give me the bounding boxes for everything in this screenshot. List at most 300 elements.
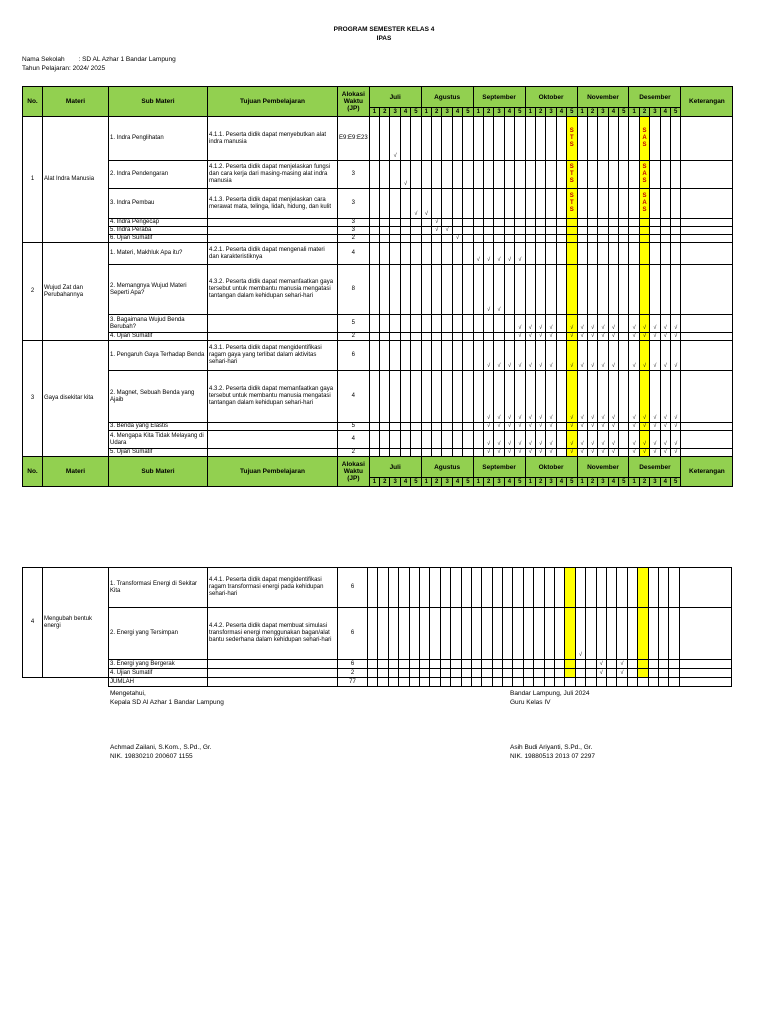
week-cell xyxy=(515,161,525,189)
check-mark: √ xyxy=(515,341,525,371)
col-week: 5 xyxy=(567,108,577,117)
week-cell xyxy=(471,669,481,678)
group-materi: Mengubah bentuk energi xyxy=(43,568,109,678)
week-cell xyxy=(471,608,481,660)
week-cell xyxy=(430,608,440,660)
week-cell xyxy=(430,568,440,608)
check-mark: √ xyxy=(660,449,670,457)
week-cell xyxy=(463,341,473,371)
week-cell xyxy=(544,568,554,608)
week-cell xyxy=(544,678,554,687)
week-cell xyxy=(619,117,629,161)
table-row xyxy=(23,669,732,678)
week-cell xyxy=(503,568,513,608)
week-cell xyxy=(577,265,587,315)
week-cell xyxy=(369,161,379,189)
week-cell xyxy=(639,219,649,227)
week-cell xyxy=(378,568,388,608)
week-cell xyxy=(400,315,410,333)
week-cell xyxy=(463,189,473,219)
col-week: 1 xyxy=(369,108,379,117)
week-cell xyxy=(390,423,400,431)
week-cell xyxy=(432,189,442,219)
check-mark: √ xyxy=(577,371,587,423)
sign-right-line2: Guru Kelas IV xyxy=(510,699,551,706)
week-cell xyxy=(504,315,514,333)
week-cell xyxy=(660,227,670,235)
table-row xyxy=(23,315,733,333)
check-mark: √ xyxy=(587,431,597,449)
week-cell xyxy=(587,219,597,227)
week-cell xyxy=(544,608,554,660)
table-row xyxy=(23,423,733,431)
week-cell xyxy=(546,243,556,265)
check-mark: √ xyxy=(494,341,504,371)
week-cell xyxy=(440,678,450,687)
week-cell xyxy=(432,117,442,161)
week-cell xyxy=(421,235,431,243)
week-cell xyxy=(525,117,535,161)
check-mark: √ xyxy=(575,608,585,660)
check-mark: √ xyxy=(525,423,535,431)
week-cell xyxy=(492,678,502,687)
sub-materi: 4. Indra Pengecap xyxy=(109,219,208,227)
week-cell xyxy=(619,189,629,219)
week-cell xyxy=(648,669,658,678)
col-week: 3 xyxy=(598,108,608,117)
check-mark: √ xyxy=(535,449,545,457)
col-keterangan: Keterangan xyxy=(681,87,733,117)
alokasi-jp: 4 xyxy=(338,243,370,265)
page-subject: IPAS xyxy=(376,35,392,42)
week-cell xyxy=(411,341,421,371)
table-row xyxy=(23,333,733,341)
col-week: 2 xyxy=(535,108,545,117)
week-cell xyxy=(430,660,440,669)
week-cell xyxy=(399,669,409,678)
week-cell xyxy=(388,608,398,660)
check-mark: √ xyxy=(546,333,556,341)
check-mark: √ xyxy=(660,315,670,333)
check-mark: √ xyxy=(598,449,608,457)
week-cell xyxy=(473,219,483,227)
week-cell xyxy=(639,235,649,243)
group-materi: Alat Indra Manusia xyxy=(43,117,109,243)
footer-col-week: 4 xyxy=(660,478,670,487)
check-mark: √ xyxy=(515,431,525,449)
check-mark: √ xyxy=(650,371,660,423)
check-mark: √ xyxy=(629,449,639,457)
footer-col-month: Desember xyxy=(629,457,681,478)
week-cell xyxy=(619,161,629,189)
col-week: 4 xyxy=(400,108,410,117)
check-mark: √ xyxy=(577,333,587,341)
week-cell xyxy=(556,341,566,371)
col-week: 2 xyxy=(380,108,390,117)
week-cell xyxy=(619,227,629,235)
week-cell xyxy=(461,660,471,669)
check-mark: √ xyxy=(598,315,608,333)
week-cell xyxy=(421,227,431,235)
week-cell xyxy=(483,235,493,243)
total-spacer xyxy=(43,678,109,687)
check-mark: √ xyxy=(432,219,442,227)
alokasi-jp: 2 xyxy=(338,449,370,457)
footer-col-week: 5 xyxy=(411,478,421,487)
week-cell xyxy=(617,568,627,608)
week-cell xyxy=(586,669,596,678)
col-month: Oktober xyxy=(525,87,577,108)
week-cell xyxy=(432,423,442,431)
week-cell xyxy=(442,235,452,243)
week-cell xyxy=(440,608,450,660)
week-cell xyxy=(669,678,679,687)
check-mark: √ xyxy=(483,341,493,371)
week-cell xyxy=(658,669,668,678)
week-cell xyxy=(380,315,390,333)
alokasi-jp: 4 xyxy=(338,371,370,423)
week-cell xyxy=(504,189,514,219)
col-month: Desember xyxy=(629,87,681,108)
week-cell xyxy=(638,669,648,678)
week-cell xyxy=(619,449,629,457)
week-cell xyxy=(503,678,513,687)
table-row xyxy=(23,449,733,457)
total-value: 77 xyxy=(338,678,368,687)
week-cell xyxy=(671,235,681,243)
week-cell xyxy=(525,161,535,189)
week-cell xyxy=(525,265,535,315)
week-cell xyxy=(368,660,378,669)
col-week: 1 xyxy=(421,108,431,117)
week-cell xyxy=(421,117,431,161)
week-cell xyxy=(567,243,577,265)
week-cell xyxy=(432,449,442,457)
sub-materi: 2. Energi yang Tersimpan xyxy=(109,608,208,660)
week-cell xyxy=(432,333,442,341)
week-cell xyxy=(525,243,535,265)
footer-col-materi: Materi xyxy=(43,457,109,487)
week-cell xyxy=(535,219,545,227)
footer-col-keterangan: Keterangan xyxy=(681,457,733,487)
check-mark: √ xyxy=(494,423,504,431)
week-cell xyxy=(473,315,483,333)
check-mark: √ xyxy=(525,315,535,333)
week-cell xyxy=(596,568,606,608)
check-mark: √ xyxy=(567,315,577,333)
sub-materi: 4. Mengapa Kita Tidak Melayang di Udara xyxy=(109,431,208,449)
check-mark: √ xyxy=(504,431,514,449)
check-mark: √ xyxy=(546,341,556,371)
table-row xyxy=(23,265,733,315)
week-cell xyxy=(669,568,679,608)
keterangan-cell xyxy=(681,265,733,315)
week-cell xyxy=(606,660,616,669)
week-cell xyxy=(388,660,398,669)
table-row xyxy=(23,161,733,189)
tujuan-pembelajaran xyxy=(208,315,338,333)
week-cell xyxy=(650,117,660,161)
week-cell xyxy=(409,660,419,669)
check-mark: √ xyxy=(515,449,525,457)
week-cell xyxy=(451,678,461,687)
col-week: 1 xyxy=(525,108,535,117)
keterangan-cell xyxy=(681,333,733,341)
week-cell xyxy=(534,669,544,678)
week-cell xyxy=(390,449,400,457)
week-cell xyxy=(587,161,597,189)
check-mark: √ xyxy=(567,341,577,371)
week-cell xyxy=(400,449,410,457)
footer-col-week: 2 xyxy=(380,478,390,487)
week-cell xyxy=(669,608,679,660)
col-no: No. xyxy=(23,87,43,117)
table-row xyxy=(23,227,733,235)
week-cell xyxy=(534,568,544,608)
footer-col-tujuan: Tujuan Pembelajaran xyxy=(208,457,338,487)
check-mark: √ xyxy=(598,371,608,423)
week-cell xyxy=(421,371,431,423)
week-cell xyxy=(650,189,660,219)
check-mark: √ xyxy=(660,333,670,341)
week-cell xyxy=(619,423,629,431)
week-cell xyxy=(442,371,452,423)
alokasi-jp: 3 xyxy=(338,161,370,189)
week-cell xyxy=(627,568,637,608)
week-cell xyxy=(503,660,513,669)
week-cell xyxy=(390,333,400,341)
col-week: 3 xyxy=(546,108,556,117)
week-cell xyxy=(369,431,379,449)
check-mark: √ xyxy=(617,660,627,669)
week-cell xyxy=(660,243,670,265)
week-cell xyxy=(575,660,585,669)
footer-col-week: 3 xyxy=(390,478,400,487)
week-cell xyxy=(452,117,462,161)
total-label: JUMLAH xyxy=(109,678,208,687)
table-row xyxy=(23,219,733,227)
table-row xyxy=(23,341,733,371)
tujuan-pembelajaran: 4.2.1. Peserta didik dapat mengenali materi dan karakteristiknya xyxy=(208,243,338,265)
footer-col-week: 1 xyxy=(421,478,431,487)
keterangan-cell xyxy=(679,678,731,687)
col-materi: Materi xyxy=(43,87,109,117)
week-cell xyxy=(492,608,502,660)
week-cell xyxy=(577,117,587,161)
footer-col-week: 3 xyxy=(494,478,504,487)
alokasi-jp: 6 xyxy=(338,341,370,371)
check-mark: √ xyxy=(525,371,535,423)
check-mark: √ xyxy=(598,431,608,449)
week-cell xyxy=(606,568,616,608)
week-cell xyxy=(650,227,660,235)
week-cell xyxy=(463,315,473,333)
week-cell xyxy=(650,243,660,265)
week-cell xyxy=(627,608,637,660)
total-spacer xyxy=(23,678,43,687)
week-cell xyxy=(627,678,637,687)
keterangan-cell xyxy=(681,117,733,161)
week-cell xyxy=(546,227,556,235)
keterangan-cell xyxy=(679,568,731,608)
week-cell xyxy=(368,669,378,678)
week-cell xyxy=(452,219,462,227)
week-cell xyxy=(463,423,473,431)
week-cell xyxy=(411,265,421,315)
check-mark: √ xyxy=(515,333,525,341)
check-mark: √ xyxy=(546,431,556,449)
tujuan-pembelajaran xyxy=(208,333,338,341)
week-cell xyxy=(492,568,502,608)
alokasi-jp: E9:E9:E23 xyxy=(338,117,370,161)
check-mark: √ xyxy=(629,333,639,341)
keterangan-cell xyxy=(681,243,733,265)
week-cell xyxy=(421,341,431,371)
footer-col-week: 2 xyxy=(535,478,545,487)
week-cell xyxy=(368,608,378,660)
week-cell xyxy=(399,608,409,660)
week-cell xyxy=(629,227,639,235)
week-cell xyxy=(565,669,575,678)
week-cell xyxy=(369,371,379,423)
sign-left-line2: Kepala SD Al Azhar 1 Bandar Lampung xyxy=(110,699,224,706)
week-cell xyxy=(390,243,400,265)
footer-col-week: 5 xyxy=(463,478,473,487)
keterangan-cell xyxy=(681,235,733,243)
week-cell xyxy=(577,161,587,189)
week-cell xyxy=(400,423,410,431)
week-cell xyxy=(513,608,523,660)
week-cell xyxy=(463,333,473,341)
week-cell xyxy=(411,423,421,431)
check-mark: √ xyxy=(535,371,545,423)
week-cell xyxy=(369,341,379,371)
week-cell xyxy=(471,568,481,608)
week-cell xyxy=(619,219,629,227)
week-cell xyxy=(575,669,585,678)
check-mark: √ xyxy=(671,371,681,423)
week-cell xyxy=(556,243,566,265)
footer-col-week: 4 xyxy=(400,478,410,487)
week-cell xyxy=(546,117,556,161)
week-cell xyxy=(556,219,566,227)
week-cell xyxy=(515,235,525,243)
week-cell xyxy=(380,265,390,315)
week-cell xyxy=(638,608,648,660)
week-cell xyxy=(565,608,575,660)
check-mark: √ xyxy=(639,341,649,371)
sign-right-line1: Bandar Lampung, Juli 2024 xyxy=(510,690,590,697)
week-cell xyxy=(494,161,504,189)
week-cell xyxy=(482,608,492,660)
week-cell xyxy=(473,449,483,457)
week-cell xyxy=(515,117,525,161)
check-mark: √ xyxy=(629,341,639,371)
week-cell xyxy=(482,660,492,669)
check-mark: √ xyxy=(515,423,525,431)
alokasi-jp: 6 xyxy=(338,660,368,669)
week-cell xyxy=(451,568,461,608)
week-cell xyxy=(555,568,565,608)
week-cell xyxy=(473,371,483,423)
sub-materi: 3. Benda yang Elastis xyxy=(109,423,208,431)
tujuan-pembelajaran xyxy=(208,431,338,449)
col-sub-materi: Sub Materi xyxy=(109,87,208,117)
week-cell xyxy=(535,189,545,219)
week-cell xyxy=(430,678,440,687)
footer-col-month: September xyxy=(473,457,525,478)
week-cell xyxy=(608,227,618,235)
week-cell xyxy=(473,265,483,315)
week-cell xyxy=(638,568,648,608)
check-mark: √ xyxy=(671,333,681,341)
week-cell xyxy=(378,678,388,687)
check-mark: √ xyxy=(650,315,660,333)
week-cell xyxy=(419,678,429,687)
keterangan-cell xyxy=(681,341,733,371)
check-mark: √ xyxy=(608,449,618,457)
week-cell xyxy=(380,117,390,161)
check-mark: √ xyxy=(608,423,618,431)
week-cell xyxy=(660,161,670,189)
sas-label: S A S xyxy=(639,161,649,189)
tujuan-pembelajaran: 4.1.3. Peserta didik dapat menjelaskan cara merawat mata, telinga, lidah, hidung, dan kulit xyxy=(208,189,338,219)
check-mark: √ xyxy=(608,341,618,371)
week-cell xyxy=(432,315,442,333)
group-number: 3 xyxy=(23,341,43,457)
col-month: Juli xyxy=(369,87,421,108)
week-cell xyxy=(669,660,679,669)
check-mark: √ xyxy=(660,371,670,423)
week-cell xyxy=(556,235,566,243)
week-cell xyxy=(587,243,597,265)
week-cell xyxy=(461,568,471,608)
week-cell xyxy=(400,219,410,227)
week-cell xyxy=(473,117,483,161)
week-cell xyxy=(639,243,649,265)
week-cell xyxy=(556,371,566,423)
alokasi-jp: 2 xyxy=(338,333,370,341)
check-mark: √ xyxy=(608,333,618,341)
week-cell xyxy=(492,669,502,678)
col-week: 3 xyxy=(494,108,504,117)
check-mark: √ xyxy=(483,431,493,449)
sign-right-name: Asih Budi Ariyanti, S.Pd., Gr. xyxy=(510,744,593,751)
week-cell xyxy=(587,235,597,243)
sas-label: S A S xyxy=(639,189,649,219)
week-cell xyxy=(400,227,410,235)
check-mark: √ xyxy=(473,243,483,265)
week-cell xyxy=(598,235,608,243)
week-cell xyxy=(629,189,639,219)
week-cell xyxy=(471,660,481,669)
week-cell xyxy=(380,333,390,341)
footer-col-week: 5 xyxy=(515,478,525,487)
week-cell xyxy=(544,669,554,678)
keterangan-cell xyxy=(681,315,733,333)
alokasi-jp: 8 xyxy=(338,265,370,315)
week-cell xyxy=(525,235,535,243)
check-mark: √ xyxy=(587,315,597,333)
keterangan-cell xyxy=(681,161,733,189)
footer-col-week: 3 xyxy=(546,478,556,487)
week-cell xyxy=(463,117,473,161)
week-cell xyxy=(555,660,565,669)
week-cell xyxy=(556,227,566,235)
week-cell xyxy=(463,161,473,189)
week-cell xyxy=(400,431,410,449)
week-cell xyxy=(638,678,648,687)
